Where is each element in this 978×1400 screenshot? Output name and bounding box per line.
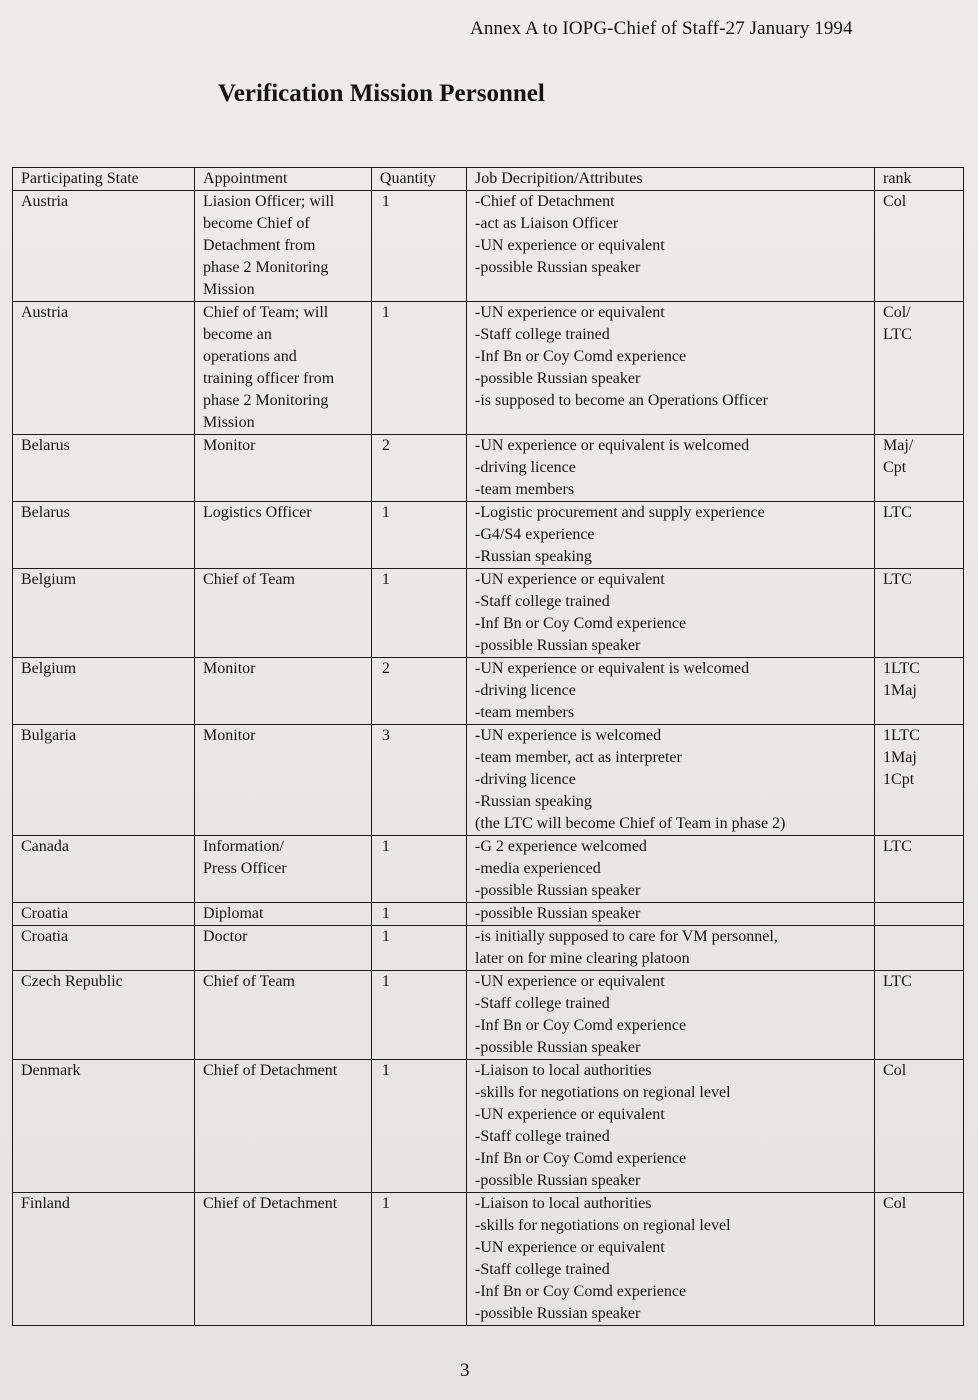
- appointment-cell-line: Logistics Officer: [203, 504, 312, 521]
- appointment-cell: [195, 903, 372, 926]
- table-row: [13, 903, 964, 926]
- appointment-cell-line: Press Officer: [203, 860, 287, 877]
- appointment-cell-line: Chief of Detachment: [203, 1195, 338, 1212]
- attributes-cell-line: -Inf Bn or Coy Comd experience: [475, 1150, 687, 1167]
- table-row: [13, 191, 964, 302]
- attributes-cell-line: -possible Russian speaker: [475, 370, 641, 387]
- column-header-appointment: Appointment: [195, 168, 372, 191]
- rank-cell-line: LTC: [883, 973, 912, 990]
- appointment-cell: [195, 435, 372, 502]
- appointment-cell: [195, 1193, 372, 1326]
- appointment-cell-line: Chief of Team; will: [203, 304, 329, 321]
- page-number: 3: [460, 1360, 470, 1381]
- attributes-cell: [467, 191, 875, 302]
- appointment-cell-line: Chief of Team: [203, 571, 295, 588]
- attributes-cell-line: -is initially supposed to care for VM personnel,: [475, 928, 778, 945]
- rank-cell: [875, 926, 964, 971]
- rank-cell-line: Maj/: [883, 437, 914, 454]
- attributes-cell-line: -is supposed to become an Operations Officer: [475, 392, 768, 409]
- appointment-cell-line: Monitor: [203, 727, 256, 744]
- attributes-cell: [467, 302, 875, 435]
- annex-reference: Annex A to IOPG-Chief of Staff-27 January 1994: [470, 18, 853, 39]
- quantity-cell: 1: [371, 926, 466, 971]
- quantity-cell: 1: [371, 302, 466, 435]
- attributes-cell-line: -team members: [475, 704, 575, 721]
- attributes-cell-line: -Staff college trained: [475, 995, 610, 1012]
- rank-cell: [875, 1060, 964, 1193]
- appointment-cell-line: become Chief of: [203, 215, 310, 232]
- appointment-cell-line: become an: [203, 326, 272, 343]
- rank-cell: [875, 435, 964, 502]
- appointment-cell: [195, 502, 372, 569]
- participating-state-cell: Finland: [13, 1193, 195, 1326]
- quantity-cell: 1: [371, 502, 466, 569]
- table-row: [13, 569, 964, 658]
- appointment-cell: [195, 658, 372, 725]
- participating-state-cell: Denmark: [13, 1060, 195, 1193]
- attributes-cell-line: -Liaison to local authorities: [475, 1062, 652, 1079]
- attributes-cell-line: -Staff college trained: [475, 326, 610, 343]
- rank-cell-line: LTC: [883, 571, 912, 588]
- attributes-cell-line: -skills for negotiations on regional level: [475, 1084, 731, 1101]
- attributes-cell: [467, 435, 875, 502]
- quantity-cell: 2: [371, 435, 466, 502]
- attributes-cell-line: -possible Russian speaker: [475, 882, 641, 899]
- rank-cell: [875, 725, 964, 836]
- appointment-cell-line: Doctor: [203, 928, 248, 945]
- attributes-cell-line: -possible Russian speaker: [475, 1172, 641, 1189]
- quantity-cell: 2: [371, 658, 466, 725]
- attributes-cell-line: -possible Russian speaker: [475, 259, 641, 276]
- appointment-cell-line: training officer from: [203, 370, 335, 387]
- rank-cell-line: Cpt: [883, 459, 907, 476]
- appointment-cell-line: Diplomat: [203, 905, 264, 922]
- attributes-cell-line: -Inf Bn or Coy Comd experience: [475, 348, 687, 365]
- attributes-cell-line: -Staff college trained: [475, 1128, 610, 1145]
- appointment-cell: [195, 302, 372, 435]
- attributes-cell-line: (the LTC will become Chief of Team in phase 2): [475, 815, 786, 832]
- attributes-cell-line: -UN experience or equivalent is welcomed: [475, 660, 750, 677]
- attributes-cell-line: -Inf Bn or Coy Comd experience: [475, 1283, 687, 1300]
- appointment-cell: [195, 1060, 372, 1193]
- rank-cell: [875, 658, 964, 725]
- participating-state-cell: Austria: [13, 191, 195, 302]
- rank-cell-line: 1Maj: [883, 682, 917, 699]
- appointment-cell: [195, 569, 372, 658]
- attributes-cell-line: -Inf Bn or Coy Comd experience: [475, 615, 687, 632]
- appointment-cell-line: Chief of Detachment: [203, 1062, 338, 1079]
- attributes-cell-line: -possible Russian speaker: [475, 1039, 641, 1056]
- attributes-cell-line: -G4/S4 experience: [475, 526, 595, 543]
- rank-cell-line: 1LTC: [883, 660, 920, 677]
- attributes-cell: [467, 926, 875, 971]
- appointment-cell-line: Monitor: [203, 660, 256, 677]
- attributes-cell: [467, 836, 875, 903]
- attributes-cell: [467, 502, 875, 569]
- attributes-cell-line: -UN experience or equivalent: [475, 1239, 665, 1256]
- attributes-cell: [467, 1060, 875, 1193]
- table-row: [13, 658, 964, 725]
- column-header-state: Participating State: [13, 168, 195, 191]
- quantity-cell: 1: [371, 191, 466, 302]
- attributes-cell-line: -UN experience or equivalent is welcomed: [475, 437, 750, 454]
- attributes-cell-line: later on for mine clearing platoon: [475, 950, 690, 967]
- rank-cell: [875, 569, 964, 658]
- personnel-table: [12, 167, 964, 1326]
- rank-cell: [875, 502, 964, 569]
- participating-state-cell: Bulgaria: [13, 725, 195, 836]
- appointment-cell-line: Mission: [203, 414, 255, 431]
- attributes-cell-line: -Liaison to local authorities: [475, 1195, 652, 1212]
- attributes-cell: [467, 725, 875, 836]
- appointment-cell: [195, 191, 372, 302]
- attributes-cell-line: -Chief of Detachment: [475, 193, 615, 210]
- rank-cell-line: Col: [883, 1195, 907, 1212]
- table-header-row: [13, 168, 964, 191]
- column-header-attributes: Job Decripition/Attributes: [467, 168, 875, 191]
- attributes-cell-line: -UN experience is welcomed: [475, 727, 662, 744]
- quantity-cell: 1: [371, 971, 466, 1060]
- appointment-cell-line: phase 2 Monitoring: [203, 392, 329, 409]
- quantity-cell: 1: [371, 1060, 466, 1193]
- attributes-cell-line: -UN experience or equivalent: [475, 237, 665, 254]
- attributes-cell: [467, 658, 875, 725]
- rank-cell: [875, 302, 964, 435]
- attributes-cell-line: -driving licence: [475, 682, 576, 699]
- participating-state-cell: Belgium: [13, 658, 195, 725]
- attributes-cell-line: -possible Russian speaker: [475, 905, 641, 922]
- column-header-quantity: Quantity: [371, 168, 466, 191]
- quantity-cell: 1: [371, 903, 466, 926]
- appointment-cell-line: phase 2 Monitoring: [203, 259, 329, 276]
- attributes-cell-line: -Staff college trained: [475, 1261, 610, 1278]
- participating-state-cell: Belarus: [13, 435, 195, 502]
- appointment-cell-line: Information/: [203, 838, 284, 855]
- appointment-cell-line: Monitor: [203, 437, 256, 454]
- table-row: [13, 926, 964, 971]
- rank-cell-line: LTC: [883, 838, 912, 855]
- participating-state-cell: Croatia: [13, 926, 195, 971]
- rank-cell: [875, 971, 964, 1060]
- quantity-cell: 1: [371, 1193, 466, 1326]
- rank-cell-line: LTC: [883, 504, 912, 521]
- attributes-cell-line: -Russian speaking: [475, 793, 592, 810]
- attributes-cell: [467, 971, 875, 1060]
- attributes-cell-line: -UN experience or equivalent: [475, 571, 665, 588]
- attributes-cell-line: -driving licence: [475, 771, 576, 788]
- attributes-cell: [467, 903, 875, 926]
- attributes-cell-line: -Staff college trained: [475, 593, 610, 610]
- appointment-cell-line: Chief of Team: [203, 973, 295, 990]
- appointment-cell: [195, 836, 372, 903]
- participating-state-cell: Belarus: [13, 502, 195, 569]
- rank-cell: [875, 903, 964, 926]
- attributes-cell-line: -team members: [475, 481, 575, 498]
- attributes-cell-line: -possible Russian speaker: [475, 637, 641, 654]
- rank-cell: [875, 836, 964, 903]
- rank-cell-line: 1Cpt: [883, 771, 915, 788]
- quantity-cell: 1: [371, 569, 466, 658]
- table-body: [13, 191, 964, 1326]
- attributes-cell-line: -act as Liaison Officer: [475, 215, 619, 232]
- table-row: [13, 725, 964, 836]
- appointment-cell-line: Liasion Officer; will: [203, 193, 335, 210]
- participating-state-cell: Croatia: [13, 903, 195, 926]
- attributes-cell-line: -possible Russian speaker: [475, 1305, 641, 1322]
- column-header-rank: rank: [875, 168, 964, 191]
- table-row: [13, 435, 964, 502]
- rank-cell: [875, 1193, 964, 1326]
- attributes-cell: [467, 1193, 875, 1326]
- attributes-cell-line: -team member, act as interpreter: [475, 749, 682, 766]
- rank-cell-line: Col: [883, 193, 907, 210]
- rank-cell-line: LTC: [883, 326, 912, 343]
- appointment-cell: [195, 971, 372, 1060]
- rank-cell-line: Col/: [883, 304, 911, 321]
- rank-cell-line: 1LTC: [883, 727, 920, 744]
- attributes-cell-line: -UN experience or equivalent: [475, 1106, 665, 1123]
- participating-state-cell: Austria: [13, 302, 195, 435]
- table-row: [13, 1193, 964, 1326]
- participating-state-cell: Czech Republic: [13, 971, 195, 1060]
- table-row: [13, 971, 964, 1060]
- document-title: Verification Mission Personnel: [218, 80, 545, 107]
- attributes-cell-line: -media experienced: [475, 860, 601, 877]
- attributes-cell-line: -Inf Bn or Coy Comd experience: [475, 1017, 687, 1034]
- attributes-cell-line: -driving licence: [475, 459, 576, 476]
- appointment-cell: [195, 725, 372, 836]
- rank-cell-line: 1Maj: [883, 749, 917, 766]
- participating-state-cell: Canada: [13, 836, 195, 903]
- appointment-cell-line: Mission: [203, 281, 255, 298]
- quantity-cell: 3: [371, 725, 466, 836]
- table-row: [13, 836, 964, 903]
- attributes-cell-line: -UN experience or equivalent: [475, 304, 665, 321]
- table-row: [13, 1060, 964, 1193]
- participating-state-cell: Belgium: [13, 569, 195, 658]
- appointment-cell-line: operations and: [203, 348, 297, 365]
- rank-cell: [875, 191, 964, 302]
- attributes-cell-line: -Russian speaking: [475, 548, 592, 565]
- attributes-cell-line: -UN experience or equivalent: [475, 973, 665, 990]
- table-row: [13, 502, 964, 569]
- attributes-cell-line: -skills for negotiations on regional level: [475, 1217, 731, 1234]
- quantity-cell: 1: [371, 836, 466, 903]
- attributes-cell: [467, 569, 875, 658]
- appointment-cell: [195, 926, 372, 971]
- table-row: [13, 302, 964, 435]
- rank-cell-line: Col: [883, 1062, 907, 1079]
- appointment-cell-line: Detachment from: [203, 237, 316, 254]
- attributes-cell-line: -Logistic procurement and supply experience: [475, 504, 765, 521]
- attributes-cell-line: -G 2 experience welcomed: [475, 838, 647, 855]
